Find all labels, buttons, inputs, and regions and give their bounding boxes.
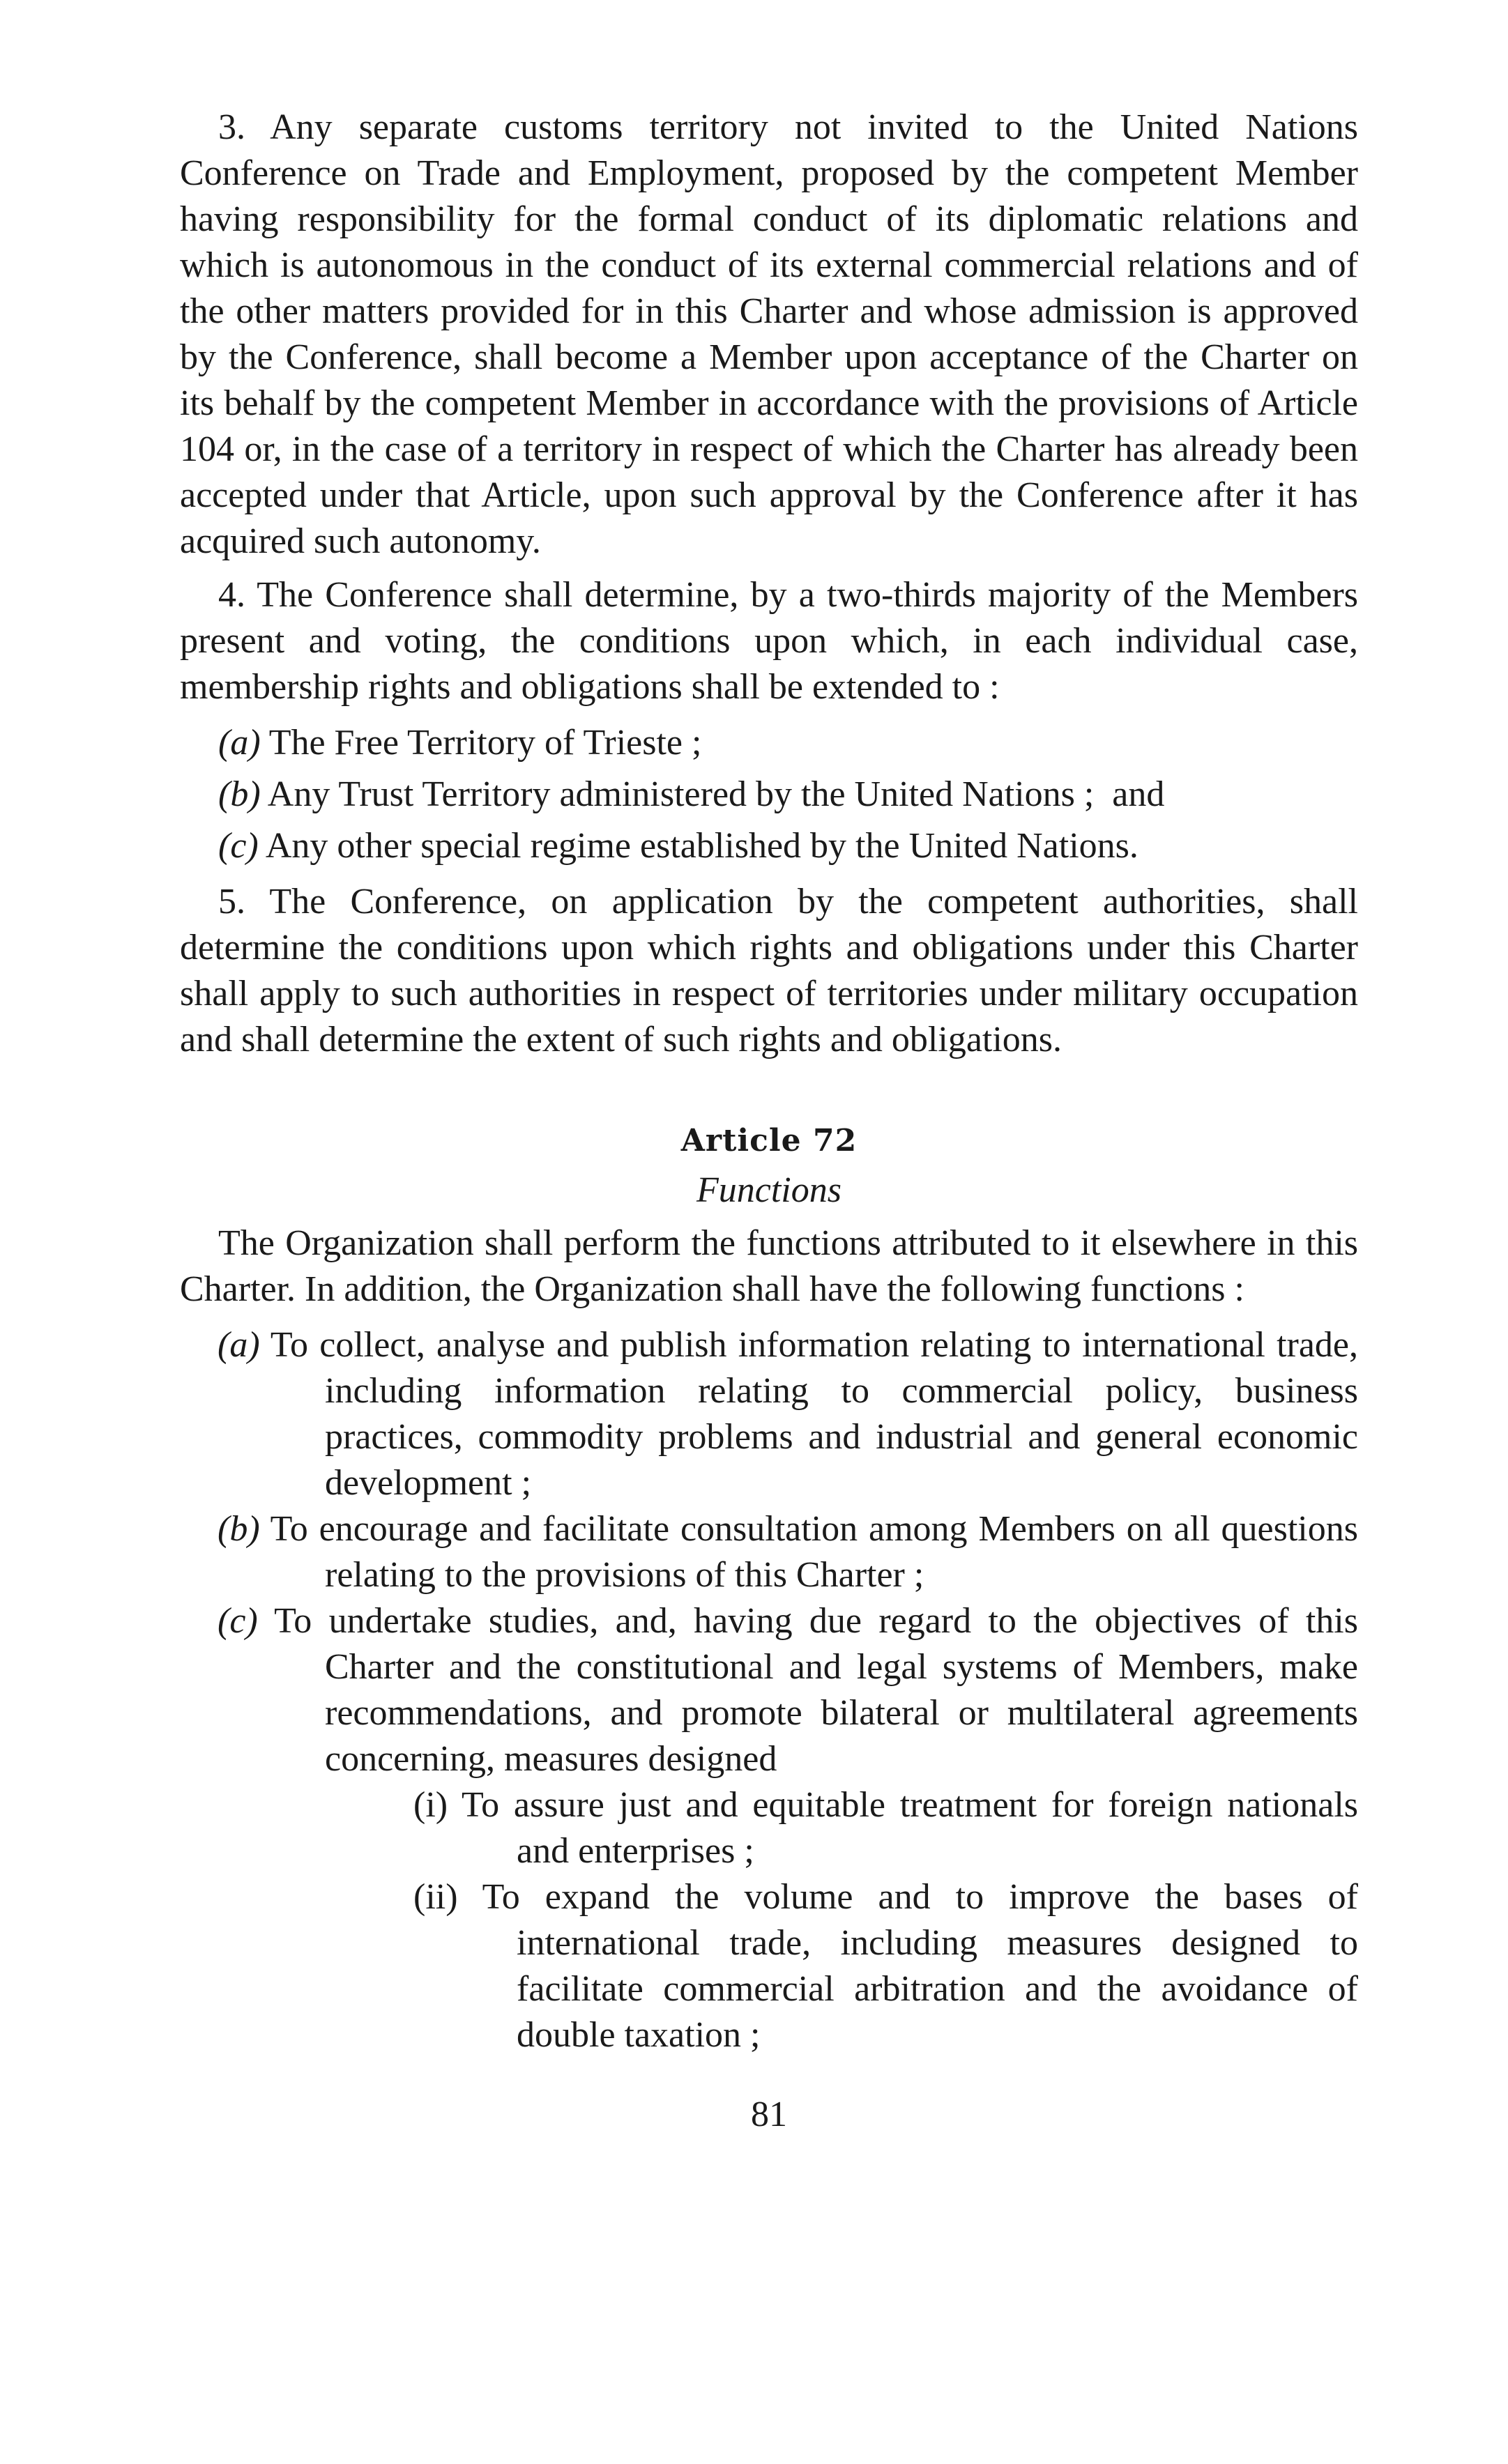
subitem-text: To expand the volume and to improve the bases of international trade, including measures designed to facilitate commercial arbitration and the avoidance of double taxation ;: [482, 1877, 1358, 2055]
paragraph-3: 3. Any separate customs territory not invited to the United Nations Conference on Trade and Employment, proposed by the competent Member having responsibility for the formal conduct of its diplomatic relations and which is autonomous in the conduct of its external commercial relations and of the other matters provided for in this Charter and whose admission is approved by the Conference, shall become a Member upon acceptance of the Charter on its behalf by the competent Member in accordance with the provisions of Article 104 or, in the case of a territory in respect of which the Charter has already been accepted under that Article, upon such approval by the Conference after it has acquired such autonomy.: [180, 107, 1358, 561]
function-subitem-i: [180, 1782, 1358, 1874]
paragraph-4-item-a: [180, 720, 1358, 766]
item-text: To encourage and facilitate consultation among Members on all questions relating to the provisions of this Charter ;: [270, 1509, 1358, 1595]
subitem-label: (i): [413, 1785, 448, 1825]
article-heading: Article 72: [680, 1123, 858, 1158]
function-subitem-ii: [180, 1874, 1358, 2058]
function-item-b: [180, 1506, 1358, 1598]
article-subtitle: Functions: [696, 1170, 841, 1210]
paragraph-4-item-c: [180, 823, 1358, 869]
item-label: (a): [218, 1325, 260, 1365]
article-intro: The Organization shall perform the functions attributed to it elsewhere in this Charter. In addition, the Organization shall have the following functions :: [180, 1223, 1358, 1309]
paragraph-4: 4. The Conference shall determine, by a two-thirds majority of the Members present and voting, the conditions upon which, in each individual case, membership rights and obligations shall be extended to :: [180, 575, 1358, 707]
subitem-text: To assure just and equitable treatment for foreign nationals and enterprises ;: [461, 1785, 1358, 1871]
item-text: To collect, analyse and publish information relating to international trade, including information relating to commercial policy, business practices, commodity problems and industrial and general economic development ;: [270, 1325, 1358, 1503]
item-label: (c): [218, 826, 259, 866]
function-item-c: [180, 1598, 1358, 1782]
item-text: To undertake studies, and, having due regard to the objectives of this Charter and the constitutional and legal systems of Members, make recommendations, and promote bilateral or multilateral agreements concerning, measures designed: [274, 1601, 1358, 1779]
item-label: (c): [218, 1601, 258, 1641]
item-text: Any Trust Territory administered by the United Nations ; and: [267, 774, 1165, 814]
item-label: (a): [218, 723, 261, 763]
paragraph-5: 5. The Conference, on application by the competent authorities, shall determine the conditions upon which rights and obligations under this Charter shall apply to such authorities in respect of territories under military occupation and shall determine the extent of such rights and obligations.: [180, 882, 1358, 1059]
page-number: 81: [751, 2095, 787, 2134]
item-text: The Free Territory of Trieste ;: [268, 723, 702, 763]
item-text: Any other special regime established by the United Nations.: [265, 826, 1138, 866]
item-label: (b): [218, 1509, 260, 1549]
function-item-a: [180, 1322, 1358, 1506]
item-label: (b): [218, 774, 261, 814]
document-page: [180, 105, 1358, 2138]
paragraph-4-item-b: [180, 772, 1358, 818]
subitem-label: (ii): [413, 1877, 458, 1917]
